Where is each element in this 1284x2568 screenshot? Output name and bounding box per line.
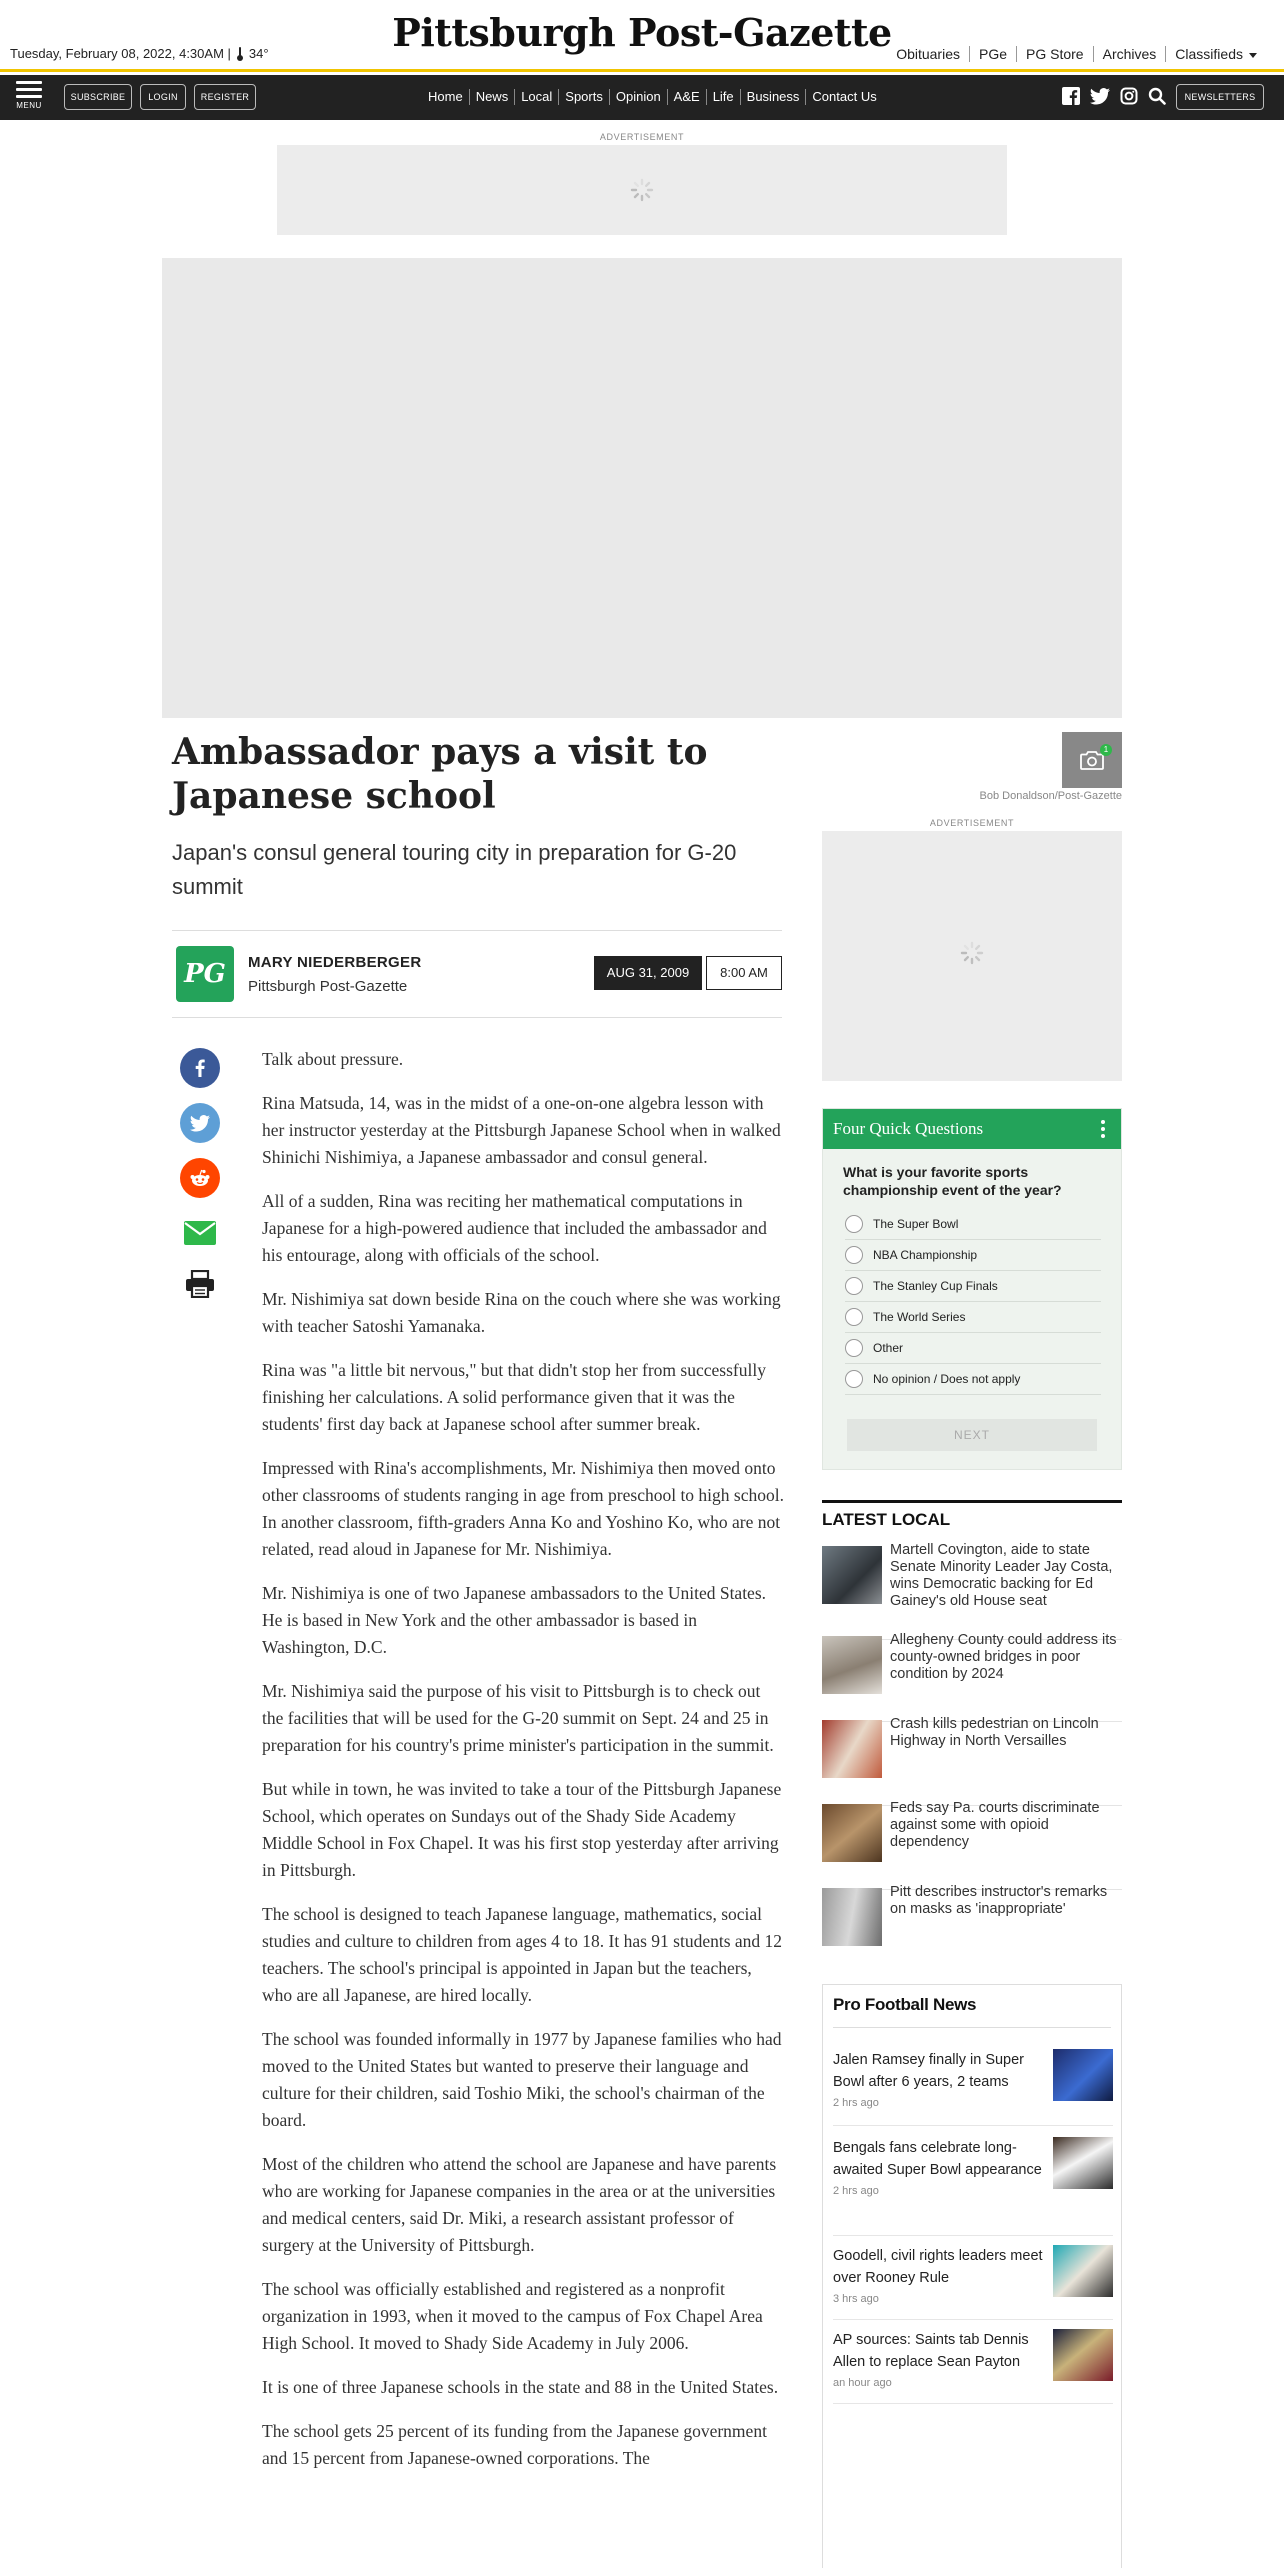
poll-title: Four Quick Questions — [833, 1119, 984, 1138]
nav-business[interactable]: Business — [740, 89, 806, 105]
article-headline: Ambassador pays a visit to Japanese school — [172, 731, 708, 817]
email-icon — [184, 1221, 216, 1245]
ad-label-top: ADVERTISEMENT — [599, 132, 685, 142]
twitter-icon — [190, 1115, 210, 1132]
poll-option[interactable] — [845, 1364, 1101, 1395]
news-thumbnail — [1053, 2137, 1113, 2189]
pro-football-time: 3 hrs ago — [833, 2293, 879, 2305]
nav-contact[interactable]: Contact Us — [805, 89, 882, 105]
chevron-down-icon — [1249, 53, 1257, 58]
news-thumbnail — [822, 1888, 882, 1946]
poll-header — [823, 1109, 1121, 1149]
pro-football-title: Pro Football News — [833, 1995, 977, 2014]
pro-football-headline[interactable]: Jalen Ramsey finally in Super Bowl after 6 years, 2 teams — [833, 2052, 1025, 2090]
news-thumbnail — [1053, 2049, 1113, 2101]
poll-option-label: Other — [873, 1341, 904, 1355]
menu-label: MENU — [16, 101, 42, 110]
latest-local-headline[interactable]: Crash kills pedestrian on Lincoln Highway in North Versailles — [890, 1716, 1099, 1749]
news-thumbnail — [822, 1636, 882, 1694]
pro-football-item[interactable] — [833, 2319, 1113, 2389]
article-paragraph: It is one of three Japanese schools in the state and 88 in the United States. — [262, 2377, 779, 2397]
pro-football-widget — [822, 1984, 1122, 2568]
radio-button[interactable] — [845, 1246, 863, 1264]
pro-football-item[interactable] — [833, 2049, 1113, 2109]
pro-football-time: 2 hrs ago — [833, 2097, 879, 2109]
top-bar — [0, 0, 1284, 72]
news-thumbnail — [1053, 2329, 1113, 2381]
reddit-icon — [189, 1169, 211, 1187]
article-paragraph: All of a sudden, Rina was reciting her mathematical computations in Japanese for a high-powered audience that included the ambassador and his entourage, along with officials of the school. — [262, 1191, 767, 1265]
social-links — [1062, 87, 1166, 105]
latest-local-headline[interactable]: Allegheny County could address its county-owned bridges in poor condition by 2024 — [890, 1632, 1117, 1682]
poll-option-label: The World Series — [873, 1310, 966, 1324]
radio-button[interactable] — [845, 1308, 863, 1326]
main-nav — [0, 75, 1284, 120]
latest-local-title: LATEST LOCAL — [822, 1510, 951, 1529]
nav-opinion[interactable]: Opinion — [609, 89, 667, 105]
article-paragraph: The school is designed to teach Japanese language, mathematics, social studies and culture to children from ages 4 to 18. It has 91 students and 12 teachers. The school's principal is appointed in Japan but the teachers, who are all Japanese, are hired locally. — [262, 1904, 783, 2005]
article-body — [262, 1046, 784, 2489]
article-paragraph: Impressed with Rina's accomplishments, Mr. Nishimiya then moved onto other classrooms of students ranging in age from preschool to high school. In another classroom, fifth-graders Anna Ko and Yoshino Ko, who are not related, read aloud in Japanese for Mr. Nishimiya. — [262, 1458, 784, 1559]
link-classifieds[interactable] — [1165, 46, 1266, 62]
loading-spinner-icon — [960, 941, 984, 965]
print-icon — [185, 1270, 215, 1298]
article-paragraph: Rina Matsuda, 14, was in the midst of a one-on-one algebra lesson with her instructor yesterday at the Pittsburgh Japanese School when in walked Shinichi Nishimiya, a Japanese ambassador and consul general. — [262, 1093, 781, 1167]
pro-football-item[interactable] — [833, 2235, 1113, 2305]
poll-question: What is your favorite sports championship event of the year? — [843, 1164, 1062, 1198]
radio-button[interactable] — [845, 1277, 863, 1295]
latest-local-headline[interactable]: Feds say Pa. courts discriminate against some with opioid dependency — [890, 1800, 1100, 1850]
search-icon[interactable] — [1148, 87, 1166, 105]
poll-option[interactable] — [845, 1333, 1101, 1364]
author-outlet: Pittsburgh Post-Gazette — [248, 978, 408, 995]
byline-bottom-rule — [172, 1017, 782, 1018]
pro-football-headline[interactable]: Goodell, civil rights leaders meet over Rooney Rule — [833, 2248, 1043, 2286]
link-archives[interactable]: Archives — [1093, 46, 1166, 62]
article-paragraph: Talk about pressure. — [262, 1049, 404, 1069]
article-paragraph: Mr. Nishimiya sat down beside Rina on the couch where she was working with teacher Satoshi Yamanaka. — [262, 1289, 781, 1336]
photo-count-badge: 1 — [1100, 744, 1112, 756]
news-thumbnail — [822, 1720, 882, 1778]
side-ad-slot[interactable] — [822, 831, 1122, 1081]
pro-football-headline[interactable]: Bengals fans celebrate long-awaited Super Bowl appearance — [833, 2140, 1042, 2178]
share-reddit-button[interactable] — [180, 1158, 220, 1198]
photo-credit: Bob Donaldson/Post-Gazette — [979, 790, 1122, 802]
poll-option[interactable] — [845, 1302, 1101, 1333]
poll-next-button[interactable]: NEXT — [847, 1419, 1097, 1451]
article-paragraph: Most of the children who attend the school are Japanese and have parents who are working for Japanese companies in the area or at the universities and medical centers, said Dr. Miki, a research assistant professor of surgery at the University of Pittsburgh. — [262, 2154, 777, 2255]
masthead-logo[interactable]: Pittsburgh Post-Gazette — [392, 10, 892, 55]
instagram-icon[interactable] — [1120, 87, 1138, 105]
latest-local-item[interactable] — [822, 1884, 1122, 1968]
pro-football-item[interactable] — [833, 2137, 1113, 2197]
hamburger-icon — [16, 81, 42, 98]
pro-football-time: an hour ago — [833, 2377, 892, 2389]
poll-option-label: The Stanley Cup Finals — [873, 1279, 998, 1293]
article-paragraph: But while in town, he was invited to take a tour of the Pittsburgh Japanese School, which operates on Sundays out of the Shady Side Academy Middle School in Fox Chapel. It was his first stop yesterday after arriving in Pittsburgh. — [262, 1779, 782, 1880]
article-paragraph: The school gets 25 percent of its funding from the Japanese government and 15 percent from Japanese-owned corporations. The — [262, 2421, 767, 2468]
latest-local-item[interactable] — [822, 1542, 1122, 1626]
nav-sports[interactable]: Sports — [558, 89, 609, 105]
news-thumbnail — [822, 1804, 882, 1862]
latest-local-item[interactable] — [822, 1716, 1122, 1800]
article-paragraph: The school was founded informally in 1977 by Japanese families who had moved to the United States but wanted to preserve their language and culture for their children, said Toshio Miki, the school's chairman of the board. — [262, 2029, 782, 2130]
top-links — [887, 46, 1266, 62]
subscribe-button[interactable]: SUBSCRIBE — [64, 84, 132, 110]
publish-date: AUG 31, 2009 — [594, 956, 702, 990]
section-links — [422, 89, 883, 105]
facebook-icon — [195, 1059, 205, 1077]
radio-button[interactable] — [845, 1215, 863, 1233]
latest-local-headline[interactable]: Pitt describes instructor's remarks on masks as 'inappropriate' — [890, 1884, 1108, 1917]
poll-option-label: NBA Championship — [873, 1248, 978, 1262]
publish-time: 8:00 AM — [706, 956, 782, 990]
ad-label-side: ADVERTISEMENT — [929, 818, 1015, 828]
poll-widget — [822, 1108, 1122, 1470]
temperature: 34° — [248, 46, 269, 61]
hero-image[interactable] — [162, 258, 1122, 718]
poll-option[interactable] — [845, 1240, 1101, 1271]
twitter-icon[interactable] — [1090, 88, 1110, 105]
article-paragraph: Mr. Nishimiya said the purpose of his visit to Pittsburgh is to check out the facilities that will be used for the G-20 summit on Sept. 24 and 25 in preparation for his country's prime minister's participation in the summit. — [262, 1681, 774, 1755]
poll-option-label: No opinion / Does not apply — [873, 1372, 1021, 1386]
loading-spinner-icon — [630, 178, 654, 202]
poll-option[interactable] — [845, 1209, 1101, 1240]
author-name[interactable]: MARY NIEDERBERGER — [248, 954, 422, 971]
nav-local[interactable]: Local — [514, 89, 558, 105]
divider — [833, 2027, 1111, 2028]
top-ad-slot[interactable] — [277, 145, 1007, 235]
login-button[interactable]: LOGIN — [140, 84, 186, 110]
link-pge[interactable]: PGe — [969, 46, 1016, 62]
article-subhead: Japan's consul general touring city in preparation for G-20 summit — [172, 840, 737, 899]
nav-ae[interactable]: A&E — [667, 89, 706, 105]
divider — [833, 2403, 1113, 2404]
latest-local-headline[interactable]: Martell Covington, aide to state Senate Minority Leader Jay Costa, wins Democratic backing for Ed Gainey's old House seat — [890, 1542, 1113, 1609]
divider — [833, 2125, 1113, 2126]
poll-option-label: The Super Bowl — [873, 1217, 959, 1231]
news-thumbnail — [1053, 2245, 1113, 2297]
radio-button[interactable] — [845, 1370, 863, 1388]
share-facebook-button[interactable] — [180, 1048, 220, 1088]
article-paragraph: Mr. Nishimiya is one of two Japanese ambassadors to the United States. He is based in New York and the other ambassador is based in Washington, D.C. — [262, 1583, 767, 1657]
nav-news[interactable]: News — [469, 89, 515, 105]
facebook-icon[interactable] — [1062, 87, 1080, 105]
print-button[interactable] — [180, 1264, 220, 1304]
share-email-button[interactable] — [180, 1213, 220, 1253]
link-classifieds-label: Classifieds — [1175, 46, 1243, 62]
share-twitter-button[interactable] — [180, 1103, 220, 1143]
latest-local-rule — [822, 1500, 1122, 1503]
nav-home[interactable]: Home — [428, 89, 463, 104]
menu-button[interactable] — [16, 81, 42, 110]
poll-option[interactable] — [845, 1271, 1101, 1302]
article-paragraph: Rina was "a little bit nervous," but that didn't stop her from successfully finishing her calculations. A solid performance given that it was the students' first day back at Japanese school after summer break. — [262, 1360, 766, 1434]
nav-life[interactable]: Life — [706, 89, 740, 105]
current-date: Tuesday, February 08, 2022, 4:30AM | — [10, 46, 231, 61]
latest-local-item[interactable] — [822, 1800, 1122, 1884]
link-pg-store[interactable]: PG Store — [1016, 46, 1093, 62]
more-options-icon[interactable] — [1101, 1120, 1105, 1141]
pg-logo: PG — [176, 946, 234, 1002]
link-obituaries[interactable]: Obituaries — [896, 46, 960, 62]
newsletters-button[interactable]: NEWSLETTERS — [1176, 84, 1264, 110]
latest-local-item[interactable] — [822, 1632, 1122, 1716]
news-thumbnail — [822, 1546, 882, 1604]
pro-football-time: 2 hrs ago — [833, 2185, 879, 2197]
radio-button[interactable] — [845, 1339, 863, 1357]
article-paragraph: The school was officially established and registered as a nonprofit organization in 1993, when it moved to the campus of Fox Chapel Area High School. It moved to Shady Side Academy in July 2006. — [262, 2279, 763, 2353]
register-button[interactable]: REGISTER — [194, 84, 256, 110]
photo-gallery-button[interactable] — [1062, 732, 1122, 788]
pro-football-headline[interactable]: AP sources: Saints tab Dennis Allen to replace Sean Payton — [833, 2332, 1029, 2370]
byline-top-rule — [172, 930, 782, 931]
